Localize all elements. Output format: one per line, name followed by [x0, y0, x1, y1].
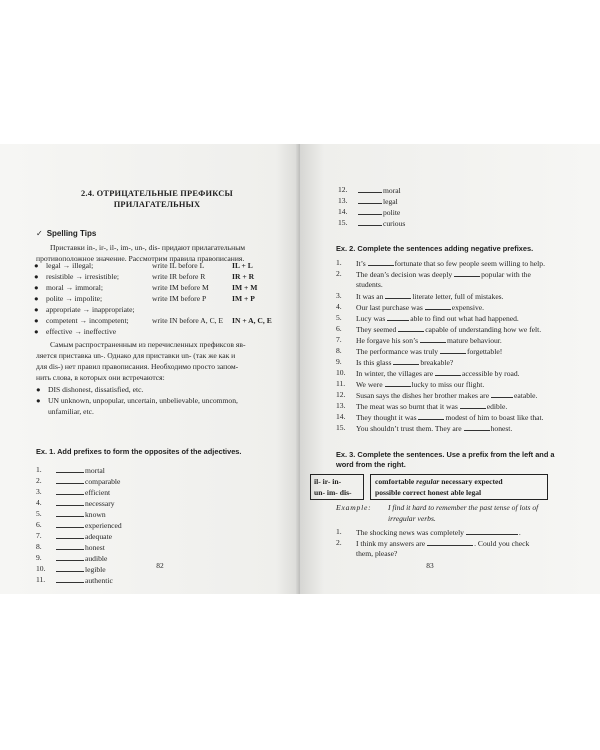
list-item: 1. mortal	[36, 465, 105, 475]
sentence-item: 7. He forgave his son’s mature behaviour.	[336, 335, 502, 345]
sentence-item: 6. They seemed capable of understanding how we felt.	[336, 324, 542, 334]
prefix-box-line-2: un- im- dis-	[314, 488, 352, 497]
example-label: Example:	[336, 503, 372, 512]
ex1-list-continued	[338, 184, 538, 228]
page-number-83: 83	[426, 561, 434, 570]
para2-line-4: нить слова, в которых они встречаются:	[36, 373, 165, 382]
list-item: 13. legal	[338, 196, 398, 206]
title-line-2: ПРИЛАГАТЕЛЬНЫХ	[113, 200, 201, 209]
ex2-heading: Ex. 2. Complete the sentences adding negative prefixes.	[336, 244, 534, 253]
ex3-list	[336, 526, 586, 559]
page-83	[300, 144, 600, 594]
word-box-line-2: possible correct honest able legal	[375, 488, 482, 497]
para2-line-3: для dis-) нет правил правописания. Необходимо просто запом-	[36, 362, 239, 371]
sentence-item: 1. It’s fortunate that so few people seem willing to help.	[336, 258, 545, 268]
list-item: 9. audible	[36, 553, 108, 563]
sentence-item: 11. We were lucky to miss our flight.	[336, 379, 485, 389]
sentence-item: 15. You shouldn’t trust them. They are honest.	[336, 423, 513, 433]
title-line-1: 2.4. ОТРИЦАТЕЛЬНЫЕ ПРЕФИКСЫ	[81, 189, 233, 198]
ex3-heading	[336, 450, 586, 470]
rule-row: ● legal → illegal; write IL before L IL + L	[34, 261, 253, 270]
list-item: 2. comparable	[36, 476, 121, 486]
example-line-1: Example: I find it hard to remember the past tense of lots of	[336, 503, 539, 512]
prefix-box-line-1: il- ir- in-	[314, 477, 342, 486]
ex3-heading-line-2: word from the right.	[336, 460, 406, 469]
prefix-rules-list	[34, 260, 294, 337]
sentence-item: 5. Lucy was able to find out what had happened.	[336, 313, 519, 323]
section-title	[52, 188, 262, 210]
rule-row: ● appropriate → inappropriate;	[34, 305, 135, 314]
page-82	[0, 144, 300, 594]
spelling-tips-heading	[36, 228, 96, 239]
list-item: 4. necessary	[36, 498, 115, 508]
list-item: 3. efficient	[36, 487, 111, 497]
para2-line-1: Самым распространенным из перечисленных префиксов яв-	[50, 340, 246, 349]
ex3-heading-line-1: Ex. 3. Complete the sentences. Use a prefix from the left and a	[336, 450, 555, 459]
sentence-item: 3. It was an literate letter, full of mistakes.	[336, 291, 504, 301]
para2-line-2: ляется приставка un-. Однако для приставки un- (так же как и	[36, 351, 236, 360]
sentence-item: 12. Susan says the dishes her brother makes are eatable.	[336, 390, 538, 400]
intro-line-2: противоположное значение. Рассмотрим правила правописания.	[36, 254, 245, 263]
sentence-item: 13. The meat was so burnt that it was edible.	[336, 401, 508, 411]
list-item: 10. legible	[36, 564, 106, 574]
list-item: 6. experienced	[36, 520, 122, 530]
list-item: 5. known	[36, 509, 106, 519]
ex1-heading: Ex. 1. Add prefixes to form the opposites of the adjectives.	[36, 447, 242, 456]
un-examples-cont: unfamiliar, etc.	[48, 407, 94, 416]
sentence-item: students.	[356, 280, 383, 289]
spelling-tips-label: Spelling Tips	[46, 229, 97, 238]
unprefix-paragraph	[36, 339, 276, 383]
rule-row: ● polite → impolite; write IM before P IM + P	[34, 294, 255, 303]
rule-row: ● effective → ineffective	[34, 327, 117, 336]
sentence-item: 2. The dean’s decision was deeply popular with the	[336, 269, 531, 279]
rule-row: ● competent → incompetent; write IN before A, C, E IN + A, C, E	[34, 316, 272, 325]
list-item: 14. polite	[338, 207, 401, 217]
list-item: 7. adequate	[36, 531, 112, 541]
page-number-82: 82	[156, 561, 164, 570]
ex1-list	[36, 464, 236, 585]
list-item: 11. authentic	[36, 575, 113, 585]
sentence-item: 14. They thought it was modest of him to boast like that.	[336, 412, 544, 422]
word-box-line-1: comfortable regular necessary expected	[375, 477, 503, 486]
sentence-item: 10. In winter, the villages are accessible by road.	[336, 368, 520, 378]
sentence-item: them, please?	[356, 549, 398, 558]
ex3-example	[336, 502, 586, 524]
prefix-examples-list	[36, 384, 276, 417]
prefix-box	[310, 474, 364, 500]
list-item: 15. curious	[338, 218, 406, 228]
sentence-item: 2. I think my answers are . Could you check	[336, 538, 530, 548]
rule-row: ● resistible → irresistible; write IR before R IR + R	[34, 272, 255, 281]
dis-examples: ● DIS dishonest, dissatisfied, etc.	[36, 385, 144, 394]
un-examples: ● UN unknown, unpopular, uncertain, unbelievable, uncommon,	[36, 396, 238, 405]
example-line-2: irregular verbs.	[388, 514, 436, 523]
list-item: 8. honest	[36, 542, 105, 552]
sentence-item: 1. The shocking news was completely .	[336, 527, 521, 537]
sentence-item: 9. Is this glass breakable?	[336, 357, 454, 367]
rule-row: ● moral → immoral; write IM before M IM + M	[34, 283, 258, 292]
sentence-item: 4. Our last purchase was expensive.	[336, 302, 485, 312]
sentence-item: 8. The performance was truly forgettable!	[336, 346, 503, 356]
list-item: 12. moral	[338, 185, 401, 195]
intro-line-1: Приставки in-, ir-, il-, im-, un-, dis- придают прилагательным	[50, 243, 246, 252]
checkmark-icon: ✓	[36, 229, 43, 238]
word-box	[370, 474, 548, 500]
book-spread	[0, 144, 600, 594]
ex2-list	[336, 257, 586, 433]
